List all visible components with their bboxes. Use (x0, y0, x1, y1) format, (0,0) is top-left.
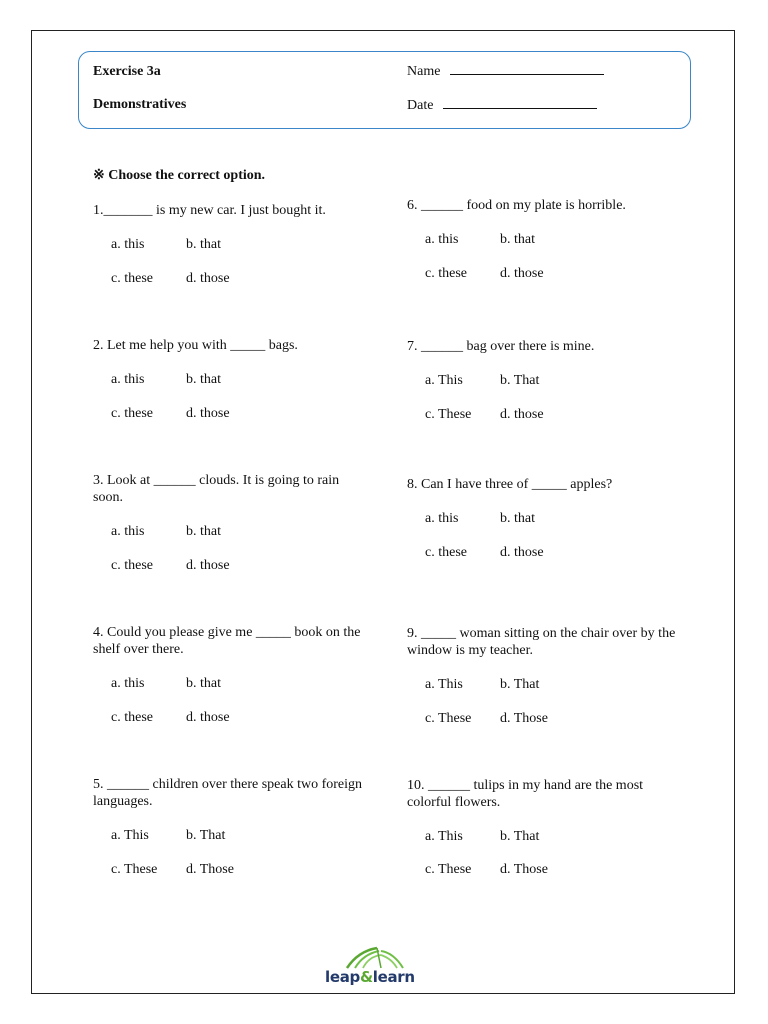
option-10c[interactable]: c. These (425, 862, 472, 877)
option-5c[interactable]: c. These (111, 862, 158, 877)
name-label: Name (407, 64, 441, 79)
name-blank[interactable] (450, 62, 604, 75)
option-10d[interactable]: d. Those (500, 862, 548, 877)
option-6d[interactable]: d. those (500, 266, 544, 281)
option-7d[interactable]: d. those (500, 407, 544, 422)
question-text: 5. ______ children over there speak two foreign languages. (93, 777, 363, 809)
option-8a[interactable]: a. this (425, 511, 459, 526)
option-9a[interactable]: a. This (425, 677, 463, 692)
option-1b[interactable]: b. that (186, 237, 221, 252)
option-2d[interactable]: d. those (186, 406, 230, 421)
question-text: 1._______ is my new car. I just bought it. (93, 203, 326, 218)
option-6c[interactable]: c. these (425, 266, 467, 281)
question-text: 8. Can I have three of _____ apples? (407, 477, 613, 492)
date-label: Date (407, 98, 434, 113)
question-2 (93, 337, 363, 354)
option-9c[interactable]: c. These (425, 711, 472, 726)
option-2b[interactable]: b. that (186, 372, 221, 387)
option-6a[interactable]: a. this (425, 232, 459, 247)
date-field[interactable] (407, 96, 597, 114)
reference-mark-icon: ※ (93, 168, 105, 183)
option-8b[interactable]: b. that (500, 511, 535, 526)
question-4 (93, 624, 363, 658)
date-blank[interactable] (443, 96, 597, 109)
option-7a[interactable]: a. This (425, 373, 463, 388)
option-1a[interactable]: a. this (111, 237, 145, 252)
exercise-title: Exercise 3a (93, 64, 161, 79)
option-4b[interactable]: b. that (186, 676, 221, 691)
question-5 (93, 776, 363, 810)
option-3b[interactable]: b. that (186, 524, 221, 539)
option-3a[interactable]: a. this (111, 524, 145, 539)
question-text: 9. _____ woman sitting on the chair over by the window is my teacher. (407, 626, 676, 658)
question-text: 4. Could you please give me _____ book on the shelf over there. (93, 625, 361, 657)
option-5b[interactable]: b. That (186, 828, 226, 843)
option-5d[interactable]: d. Those (186, 862, 234, 877)
option-4d[interactable]: d. those (186, 710, 230, 725)
option-7b[interactable]: b. That (500, 373, 540, 388)
option-8d[interactable]: d. those (500, 545, 544, 560)
option-6b[interactable]: b. that (500, 232, 535, 247)
option-5a[interactable]: a. This (111, 828, 149, 843)
option-9b[interactable]: b. That (500, 677, 540, 692)
instruction-text: Choose the correct option. (108, 168, 266, 183)
name-field[interactable] (407, 62, 604, 80)
option-3c[interactable]: c. these (111, 558, 153, 573)
question-text: 7. ______ bag over there is mine. (407, 339, 595, 354)
option-2c[interactable]: c. these (111, 406, 153, 421)
question-7 (407, 338, 677, 355)
option-9d[interactable]: d. Those (500, 711, 548, 726)
question-1 (93, 202, 363, 219)
leap-and-learn-logo (325, 942, 429, 988)
option-10b[interactable]: b. That (500, 829, 540, 844)
question-text: 10. ______ tulips in my hand are the most colorful flowers. (407, 778, 644, 810)
question-text: 2. Let me help you with _____ bags. (93, 338, 298, 353)
question-8 (407, 476, 677, 493)
question-text: 3. Look at ______ clouds. It is going to rain soon. (93, 473, 340, 505)
option-3d[interactable]: d. those (186, 558, 230, 573)
topic-title: Demonstratives (93, 97, 187, 112)
question-10 (407, 777, 677, 811)
instruction (93, 167, 265, 184)
option-1d[interactable]: d. those (186, 271, 230, 286)
option-4a[interactable]: a. this (111, 676, 145, 691)
question-text: 6. ______ food on my plate is horrible. (407, 198, 626, 213)
option-1c[interactable]: c. these (111, 271, 153, 286)
logo-text: leap&learn (325, 968, 415, 986)
option-8c[interactable]: c. these (425, 545, 467, 560)
question-3 (93, 472, 363, 506)
question-6 (407, 197, 677, 214)
option-7c[interactable]: c. These (425, 407, 472, 422)
option-4c[interactable]: c. these (111, 710, 153, 725)
question-9 (407, 625, 677, 659)
option-2a[interactable]: a. this (111, 372, 145, 387)
option-10a[interactable]: a. This (425, 829, 463, 844)
